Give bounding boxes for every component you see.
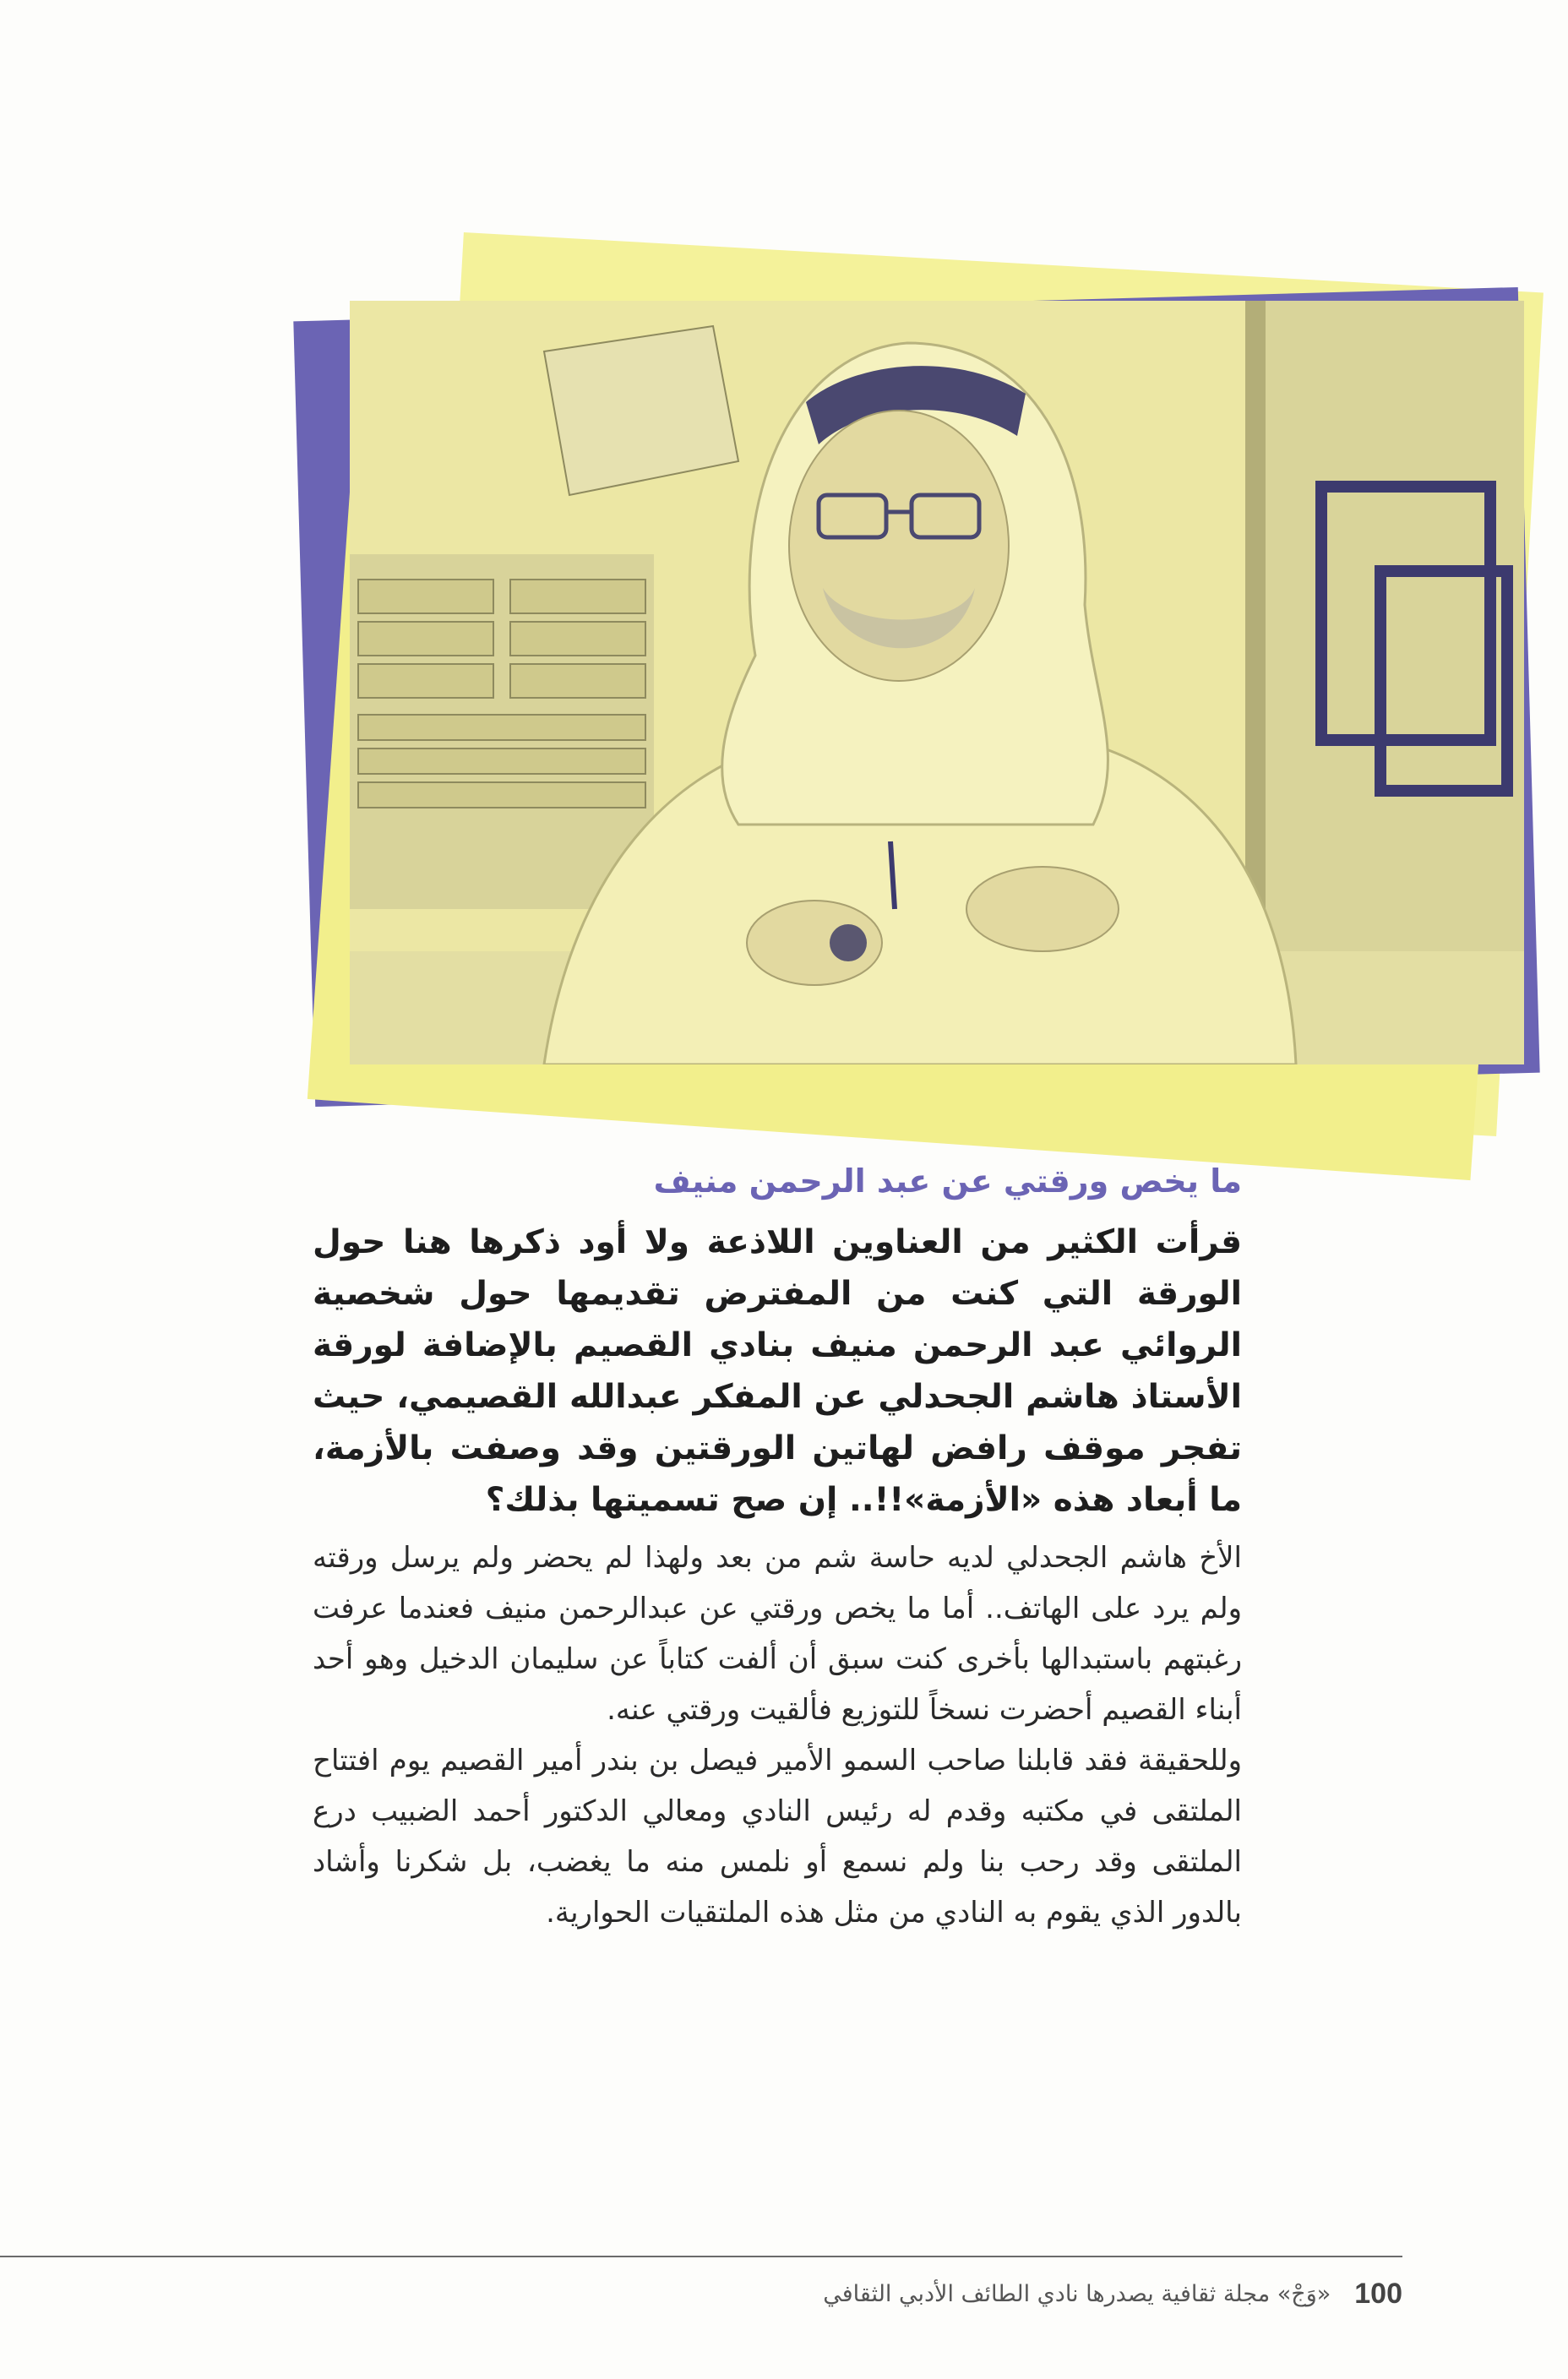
portrait-photo	[350, 301, 1524, 1064]
magazine-caption: «وَجْ» مجلة ثقافية يصدرها نادي الطائف الأدبي الثقافي	[823, 2280, 1331, 2307]
page-number: 100	[1354, 2277, 1402, 2310]
section-heading: ما يخص ورقتي عن عبد الرحمن منيف	[653, 1162, 1242, 1200]
body-paragraph: وللحقيقة فقد قابلنا صاحب السمو الأمير فيصل بن بندر أمير القصيم يوم افتتاح الملتقى في مكتبه وقدم له رئيس النادي ومعالي الدكتور أحمد الضبيب درع الملتقى وقد رحب بنا ولم نسمع أو نلمس منه ما يغضب، بل شكرنا وأشاد بالدور الذي يقوم به النادي من مثل هذه الملتقيات الحوارية.	[313, 1744, 1242, 1930]
lead-paragraph: قرأت الكثير من العناوين اللاذعة ولا أود ذكرها هنا حول الورقة التي كنت من المفترض تقديمها حول شخصية الروائي عبد الرحمن منيف بنادي القصيم بالإضافة لورقة الأستاذ هاشم الجحدلي عن المفكر عبدالله القصيمي، حيث تفجر موقف رافض لهاتين الورقتين وقد وصفت بالأزمة، ما أبعاد هذه «الأزمة»!!.. إن صح تسميتها بذلك؟	[313, 1223, 1242, 1519]
footer-divider	[0, 2256, 1402, 2257]
body-paragraph: الأخ هاشم الجحدلي لديه حاسة شم من بعد ولهذا لم يحضر ولم يرسل ورقته ولم يرد على الهاتف.. أما ما يخص ورقتي عن عبدالرحمن منيف فعندما عرفت رغبتهم باستبدالها بأخرى كنت سبق أن ألفت كتاباً عن سليمان الدخيل وهو أحد أبناء القصيم أحضرت نسخاً للتوزيع فألقيت ورقتي عنه.	[313, 1541, 1242, 1727]
photo-collage	[304, 253, 1538, 1141]
article-text	[313, 1157, 1242, 1938]
portrait-illustration	[350, 301, 1524, 1064]
page-footer	[777, 2273, 1402, 2315]
